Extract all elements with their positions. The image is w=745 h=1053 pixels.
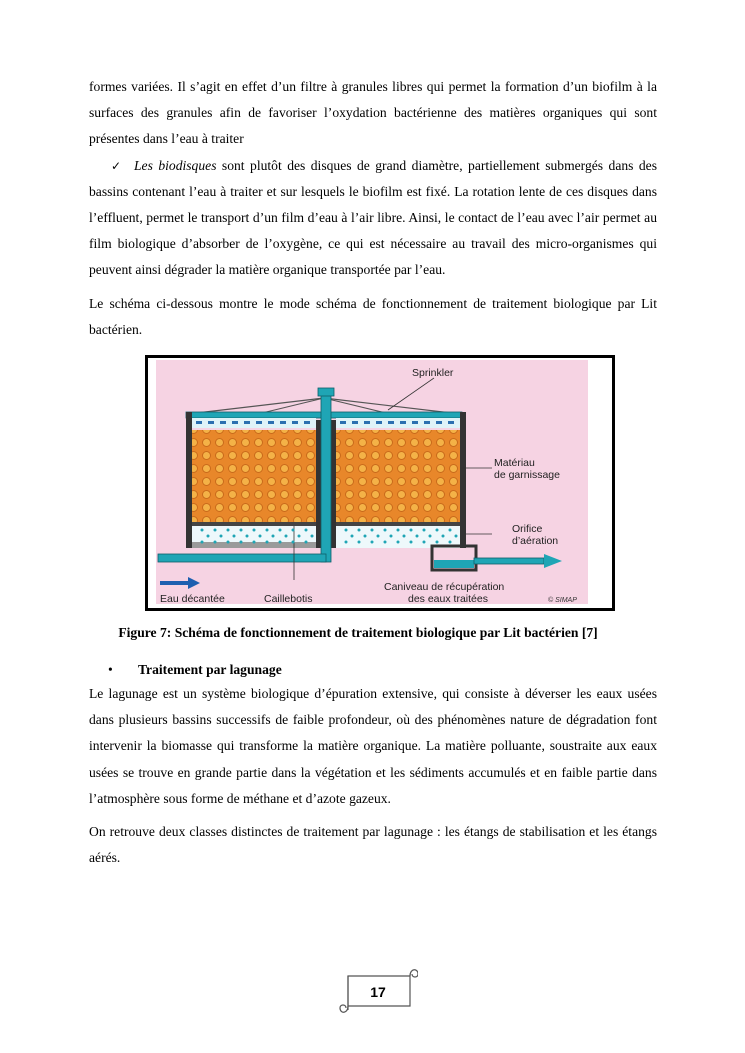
water-droplet-43: [442, 535, 445, 538]
water-droplet-42: [429, 535, 432, 538]
water-droplet-7: [292, 529, 295, 532]
water-droplet-3: [240, 529, 243, 532]
paragraph-lagunage: Le lagunage est un système biologique d’épuration extensive, qui consiste à déverser les eaux usées dans plusieurs bassins successifs de faible profondeur, où des phénomènes nature de dégradation font intervenir la biomasse qui transforme la matière organique. La matière polluante, soustraite aux eaux usées se trouve en grande partie dans la végétation et les sédiments accumulés et en faible partie dans l’atmosphère sous forme de méthane et d’azote gazeux.: [89, 686, 657, 806]
figure-container: [89, 355, 657, 617]
spray-nozzle-63: [304, 421, 310, 424]
figure-lit-bacterien: [145, 355, 615, 611]
water-droplet-51: [423, 541, 426, 544]
water-droplet-18: [201, 541, 204, 544]
water-droplet-19: [214, 541, 217, 544]
spray-nozzle-67: [376, 421, 382, 424]
biodisques-description: sont plutôt des disques de grand diamètre, partiellement submergés dans des bassins contenant l’eau à traiter et sur lesquels le biofilm est fixé. La rotation lente de ces disques dans l’effluent, permet le transport d’un film d’eau à l’air libre. Ainsi, le contact de l’eau avec l’air permet au film biologique d’absorber de l’oxygène, ce qui est nécessaire au travail des micro-organismes qui peuvent ainsi dégrader la matière organique transportée par l’eau.: [89, 157, 658, 278]
water-droplet-48: [384, 541, 387, 544]
water-droplet-30: [384, 529, 387, 532]
tank-wall-right: [460, 412, 466, 548]
label-copyright: © SIMAP: [548, 597, 577, 605]
water-droplet-49: [397, 541, 400, 544]
water-droplet-9: [207, 535, 210, 538]
water-droplet-29: [371, 529, 374, 532]
page-number-scroll: [338, 962, 418, 1016]
spray-nozzle-54: [196, 421, 202, 424]
paragraph-biodisques: [89, 153, 657, 284]
water-droplet-37: [364, 535, 367, 538]
water-droplet-15: [285, 535, 288, 538]
spray-nozzle-71: [424, 421, 430, 424]
label-sprinkler: Sprinkler: [412, 367, 454, 380]
water-droplet-17: [311, 535, 314, 538]
filter-media-right: [336, 430, 460, 522]
water-droplet-10: [220, 535, 223, 538]
spray-nozzle-55: [208, 421, 214, 424]
spray-nozzle-65: [352, 421, 358, 424]
spray-nozzle-59: [256, 421, 262, 424]
water-droplet-33: [423, 529, 426, 532]
checkmark-icon: ✓: [111, 158, 124, 173]
lit-bacterien-diagram: [148, 358, 612, 608]
water-droplet-23: [266, 541, 269, 544]
page-number: 17: [370, 984, 386, 1000]
water-droplet-11: [233, 535, 236, 538]
water-droplet-35: [449, 529, 452, 532]
figure-caption: Figure 7: Schéma de fonctionnement de traitement biologique par Lit bactérien [7]: [118, 625, 598, 641]
spray-nozzle-72: [436, 421, 442, 424]
water-droplet-13: [259, 535, 262, 538]
caillebotis-left: [192, 522, 316, 526]
central-riser-pipe: [321, 392, 331, 562]
spray-nozzle-58: [244, 421, 250, 424]
water-droplet-47: [371, 541, 374, 544]
spray-nozzle-66: [364, 421, 370, 424]
label-garnissage: de garnissage: [494, 469, 560, 482]
water-droplet-4: [253, 529, 256, 532]
spray-nozzle-64: [340, 421, 346, 424]
spray-nozzle-60: [268, 421, 274, 424]
water-droplet-28: [358, 529, 361, 532]
water-droplet-27: [345, 529, 348, 532]
water-droplet-12: [246, 535, 249, 538]
water-droplet-20: [227, 541, 230, 544]
term-biodisques: Les biodisques: [134, 157, 217, 173]
spray-nozzle-70: [412, 421, 418, 424]
collector-water: [434, 560, 474, 568]
paragraph-filter-granules: formes variées. Il s’agit en effet d’un filtre à granules libres qui permet la formation d’un biofilm à la surfaces des granules afin de favoriser l’oxydation bactérienne des matières organiques qui sont présentes dans l’eau à traiter: [89, 79, 657, 147]
label-orifice: Orifice: [512, 523, 543, 536]
water-droplet-38: [377, 535, 380, 538]
caillebotis-right: [336, 522, 460, 526]
spray-nozzle-69: [400, 421, 406, 424]
label-aeration: d’aération: [512, 535, 559, 548]
water-droplet-6: [279, 529, 282, 532]
water-droplet-34: [436, 529, 439, 532]
water-droplet-1: [214, 529, 217, 532]
spray-nozzle-62: [292, 421, 298, 424]
label-eau-decantee: Eau décantée: [160, 593, 225, 606]
water-droplet-22: [253, 541, 256, 544]
tank-wall-middle-right: [331, 420, 336, 548]
water-droplet-32: [410, 529, 413, 532]
label-materiau: Matériau: [494, 457, 535, 470]
water-droplet-5: [266, 529, 269, 532]
water-droplet-40: [403, 535, 406, 538]
water-droplet-41: [416, 535, 419, 538]
label-caillebotis: Caillebotis: [264, 593, 313, 606]
water-droplet-46: [358, 541, 361, 544]
section-heading-lagunage: [89, 659, 657, 681]
bullet-icon: •: [108, 662, 113, 678]
water-droplet-24: [279, 541, 282, 544]
water-droplet-36: [351, 535, 354, 538]
water-droplet-52: [436, 541, 439, 544]
water-droplet-25: [292, 541, 295, 544]
water-droplet-45: [345, 541, 348, 544]
water-droplet-39: [390, 535, 393, 538]
label-caniveau: Caniveau de récupération: [384, 581, 505, 594]
spray-nozzle-73: [448, 421, 454, 424]
paragraph-schema-intro: Le schéma ci-dessous montre le mode schéma de fonctionnement de traitement biologique par Lit bactérien.: [89, 295, 657, 337]
water-droplet-14: [272, 535, 275, 538]
water-droplet-21: [240, 541, 243, 544]
spray-nozzle-57: [232, 421, 238, 424]
tank-wall-left: [186, 412, 192, 548]
outlet-pipe: [474, 558, 544, 564]
water-droplet-16: [298, 535, 301, 538]
inlet-arrow-shaft: [160, 581, 188, 585]
water-droplet-50: [410, 541, 413, 544]
water-droplet-2: [227, 529, 230, 532]
spray-nozzle-56: [220, 421, 226, 424]
tank-wall-middle-left: [316, 420, 321, 548]
label-eaux-traitees: des eaux traitées: [408, 593, 488, 606]
spray-nozzle-68: [388, 421, 394, 424]
water-droplet-26: [305, 541, 308, 544]
document-body: [89, 74, 657, 871]
inlet-pipe: [158, 554, 326, 562]
filter-media-left: [192, 430, 316, 522]
water-droplet-53: [449, 541, 452, 544]
water-droplet-44: [455, 535, 458, 538]
paragraph-lagunage-classes: On retrouve deux classes distinctes de traitement par lagunage : les étangs de stabilisation et les étangs aérés.: [89, 824, 657, 866]
water-droplet-8: [305, 529, 308, 532]
water-droplet-0: [201, 529, 204, 532]
section-title: Traitement par lagunage: [138, 662, 282, 678]
riser-cap: [318, 388, 334, 396]
water-droplet-31: [397, 529, 400, 532]
spray-nozzle-61: [280, 421, 286, 424]
